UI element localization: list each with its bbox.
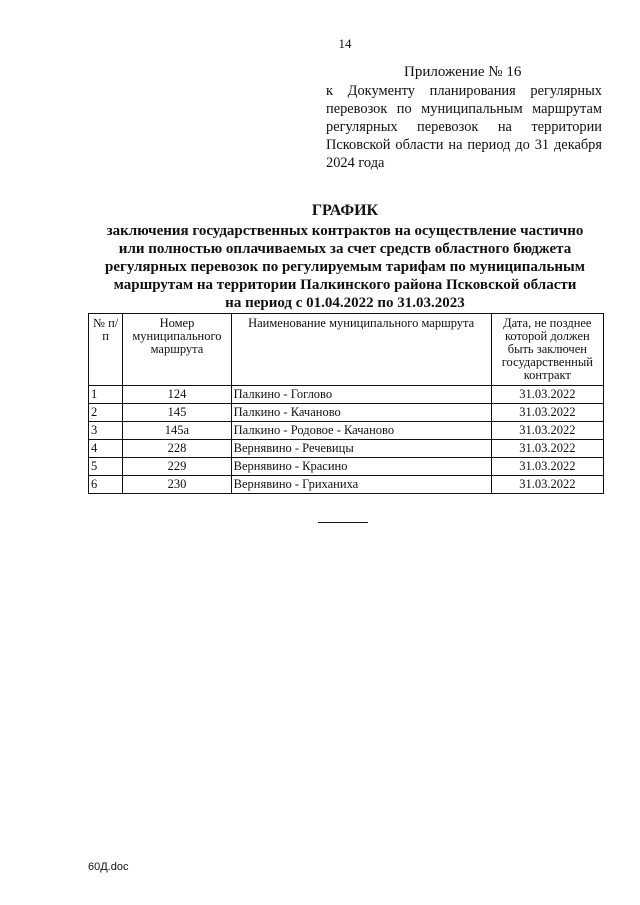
heading-line: регулярных перевозок по регулируемым тарифам по муниципальным	[105, 259, 585, 275]
heading-title: ГРАФИК	[311, 202, 379, 219]
table-header-row	[89, 314, 604, 386]
cell-route: 145	[123, 404, 231, 422]
cell-num: 5	[89, 458, 123, 476]
table-row	[89, 386, 604, 404]
table-row	[89, 458, 604, 476]
cell-name: Вернявино - Гриханиха	[231, 476, 491, 494]
heading-line: маршрутам на территории Палкинского района Псковской области	[113, 277, 577, 293]
cell-name: Палкино - Качаново	[231, 404, 491, 422]
cell-date: 31.03.2022	[491, 476, 603, 494]
cell-date: 31.03.2022	[491, 422, 603, 440]
cell-num: 2	[89, 404, 123, 422]
divider-line	[318, 522, 368, 523]
cell-route: 230	[123, 476, 231, 494]
cell-num: 4	[89, 440, 123, 458]
cell-date: 31.03.2022	[491, 458, 603, 476]
heading-line: или полностью оплачиваемых за счет средств областного бюджета	[118, 241, 572, 257]
table-row	[89, 404, 604, 422]
contract-schedule-table	[88, 313, 604, 494]
cell-name: Вернявино - Красино	[231, 458, 491, 476]
cell-date: 31.03.2022	[491, 404, 603, 422]
table-row	[89, 476, 604, 494]
table-row	[89, 422, 604, 440]
cell-num: 1	[89, 386, 123, 404]
cell-route: 145а	[123, 422, 231, 440]
cell-name: Палкино - Родовое - Качаново	[231, 422, 491, 440]
cell-num: 3	[89, 422, 123, 440]
header-route-number: Номер муниципального маршрута	[123, 314, 231, 386]
cell-route: 229	[123, 458, 231, 476]
cell-name: Вернявино - Речевицы	[231, 440, 491, 458]
heading-line: на период с 01.04.2022 по 31.03.2023	[225, 295, 465, 311]
cell-num: 6	[89, 476, 123, 494]
heading-line: заключения государственных контрактов на осуществление частично	[106, 223, 584, 239]
header-num: № п/п	[89, 314, 123, 386]
appendix-title: Приложение № 16	[404, 64, 522, 80]
cell-date: 31.03.2022	[491, 440, 603, 458]
cell-name: Палкино - Гоглово	[231, 386, 491, 404]
header-route-name: Наименование муниципального маршрута	[231, 314, 491, 386]
document-heading	[80, 202, 610, 312]
appendix-text: к Документу планирования регулярных перевозок по муниципальным маршрутам регулярных перевозок на территории Псковской области на период до 31 декабря 2024 года	[326, 83, 602, 171]
cell-route: 124	[123, 386, 231, 404]
header-contract-date: Дата, не позднее которой должен быть заключен государственный контракт	[491, 314, 603, 386]
footer-filename: 60Д.doc	[88, 861, 129, 873]
page-number: 14	[338, 36, 352, 51]
cell-date: 31.03.2022	[491, 386, 603, 404]
table-row	[89, 440, 604, 458]
cell-route: 228	[123, 440, 231, 458]
